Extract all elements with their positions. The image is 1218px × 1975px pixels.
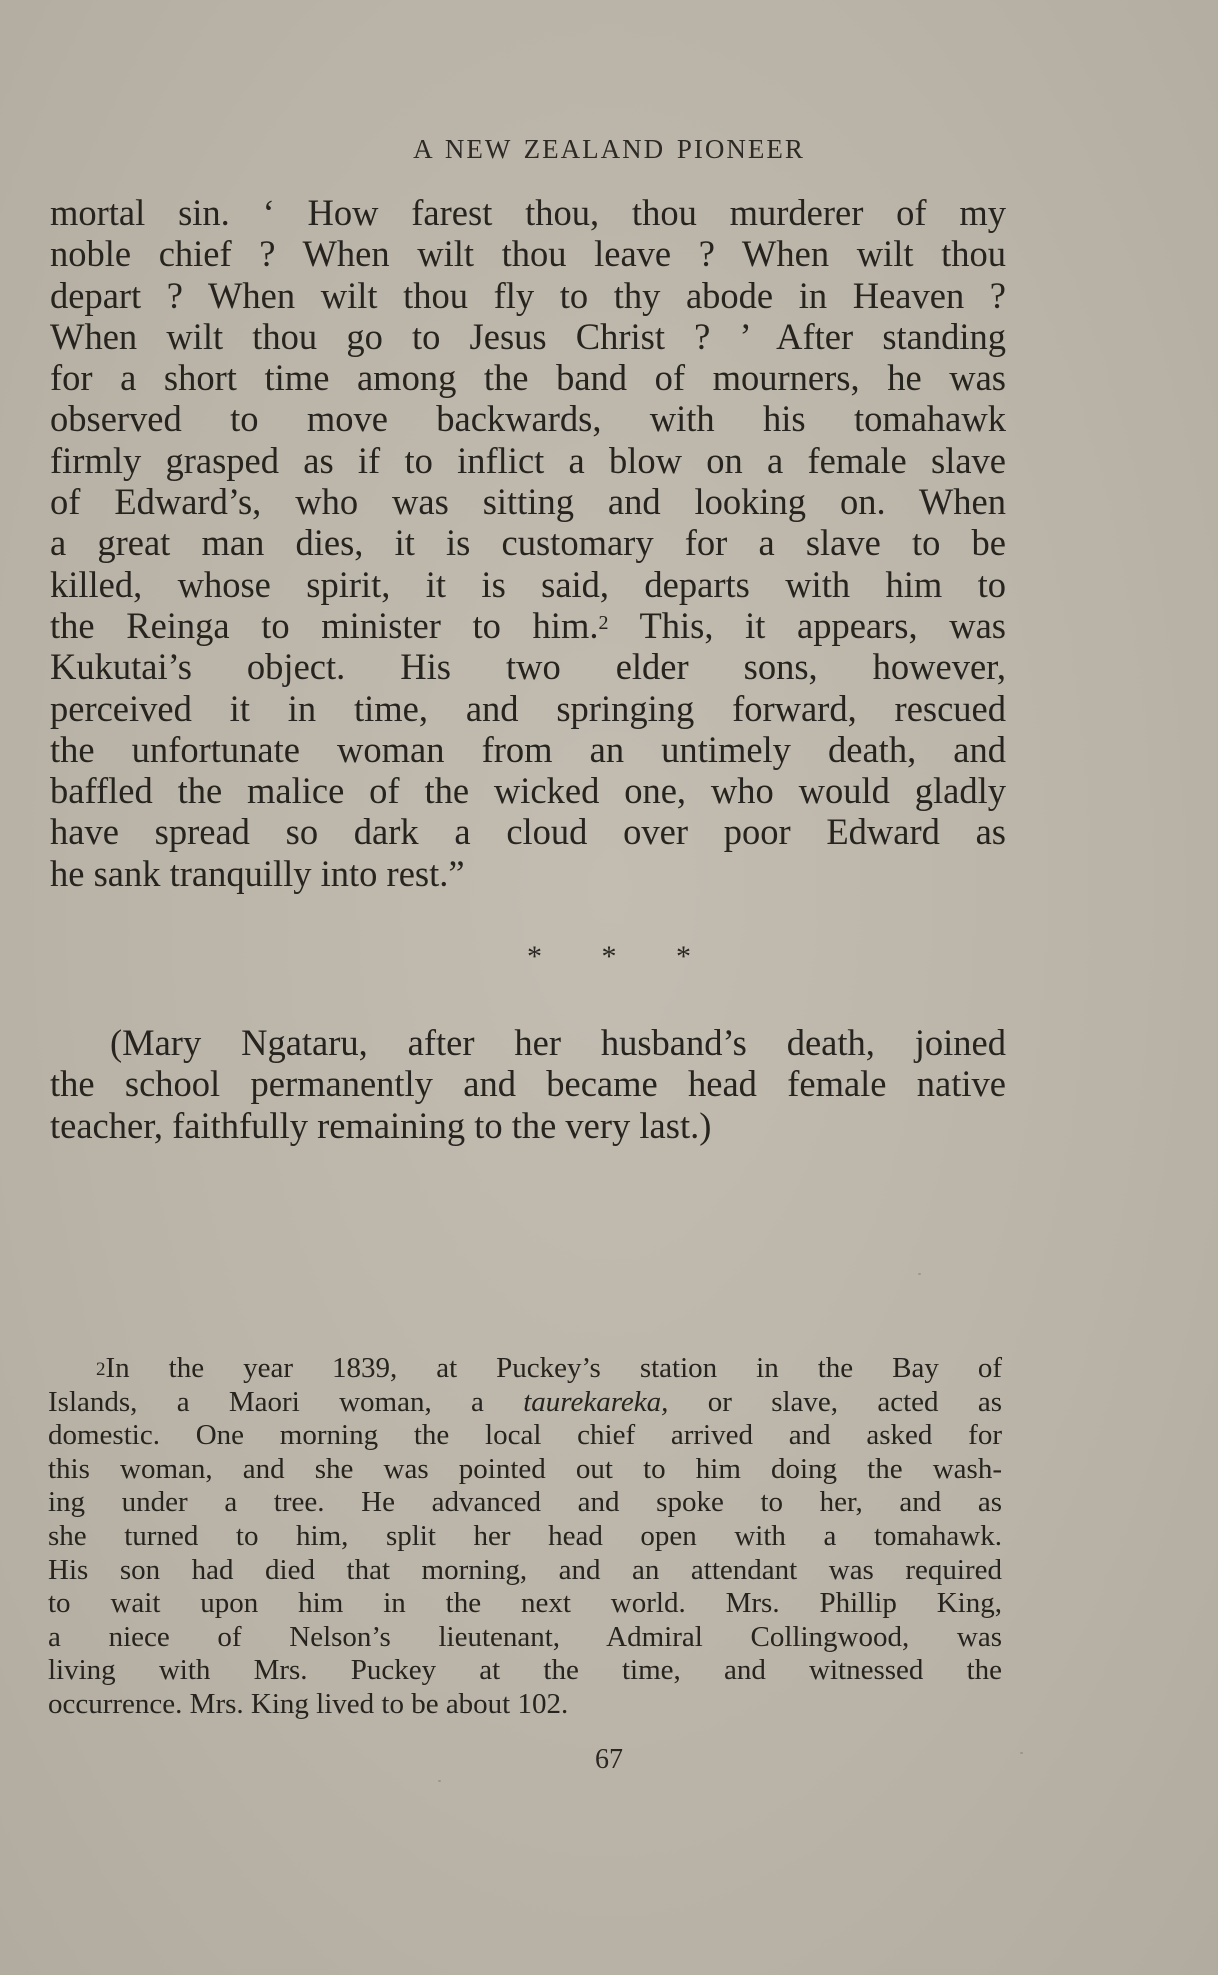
text-line: depart ? When wilt thou fly to thy abode in Heaven ? (50, 274, 1006, 316)
footnote-line: occurrence. Mrs. King lived to be about 102. (48, 1687, 569, 1720)
text-segment: Islands, a Maori woman, a (48, 1385, 524, 1418)
asterisk: * (676, 940, 691, 973)
text-line-with-footnote-ref (50, 605, 1006, 646)
asterisk: * (601, 940, 617, 973)
text-line: observed to move backwards, with his tomahawk (50, 398, 1006, 440)
footnote-line (48, 1352, 1002, 1386)
text-segment: the Reinga to minister to him. (50, 604, 599, 646)
text-line: When wilt thou go to Jesus Christ ? ’ After standing (50, 315, 1006, 357)
footnote-line: to wait upon him in the next world. Mrs. Phillip King, (48, 1587, 1002, 1620)
running-head: A NEW ZEALAND PIONEER (413, 134, 805, 164)
footnote-line: this woman, and she was pointed out to him doing the wash- (48, 1452, 1002, 1485)
paper-speck (918, 1273, 921, 1275)
footnote-line: domestic. One morning the local chief arrived and asked for (48, 1419, 1002, 1452)
text-line: the school permanently and became head female native (50, 1063, 1006, 1105)
section-separator (0, 940, 1218, 974)
text-line: (Mary Ngataru, after her husband’s death, joined (110, 1022, 1006, 1063)
text-line: the unfortunate woman from an untimely death, and (50, 728, 1006, 770)
text-line: teacher, faithfully remaining to the very last.) (50, 1104, 712, 1146)
footnote-reference: 2 (598, 611, 609, 634)
text-line: a great man dies, it is customary for a slave to be (50, 522, 1006, 564)
text-line: have spread so dark a cloud over poor Edward as (50, 811, 1006, 853)
italic-term: taurekareka, (523, 1385, 669, 1418)
asterisk: * (527, 940, 542, 973)
text-line: for a short time among the band of mourners, he was (50, 357, 1006, 399)
paper-speck (438, 1780, 441, 1782)
text-line: firmly grasped as if to inflict a blow on a female slave (50, 439, 1006, 481)
text-line: perceived it in time, and springing forward, rescued (50, 687, 1006, 729)
text-segment: In the year 1839, at Puckey’s station in the Bay of (105, 1352, 1002, 1384)
text-segment: This, it appears, was (608, 604, 1006, 646)
text-line: Kukutai’s object. His two elder sons, however, (50, 646, 1006, 688)
closing-paragraph (50, 1022, 1006, 1146)
text-line: he sank tranquilly into rest.” (50, 852, 465, 894)
text-segment: or slave, acted as (668, 1385, 1002, 1418)
footnote-line: ing under a tree. He advanced and spoke to her, and as (48, 1486, 1002, 1519)
text-line: baffled the malice of the wicked one, who would gladly (50, 770, 1006, 812)
footnote (48, 1352, 1002, 1722)
text-line: noble chief ? When wilt thou leave ? When wilt thou (50, 233, 1006, 275)
text-line: killed, whose spirit, it is said, departs with him to (50, 563, 1006, 605)
footnote-line: His son had died that morning, and an attendant was required (48, 1553, 1002, 1586)
page-number: 67 (595, 1744, 623, 1775)
main-paragraph (50, 192, 1006, 894)
text-line: mortal sin. ‘ How farest thou, thou murderer of my (50, 192, 1006, 233)
footnote-marker: 2 (96, 1359, 106, 1380)
footnote-line: she turned to him, split her head open with a tomahawk. (48, 1519, 1002, 1552)
footnote-line: a niece of Nelson’s lieutenant, Admiral Collingwood, was (48, 1620, 1002, 1653)
footnote-line: living with Mrs. Puckey at the time, and witnessed the (48, 1654, 1002, 1687)
paper-speck (1020, 1752, 1023, 1754)
footnote-line (48, 1386, 1002, 1420)
text-line: of Edward’s, who was sitting and looking on. When (50, 481, 1006, 523)
